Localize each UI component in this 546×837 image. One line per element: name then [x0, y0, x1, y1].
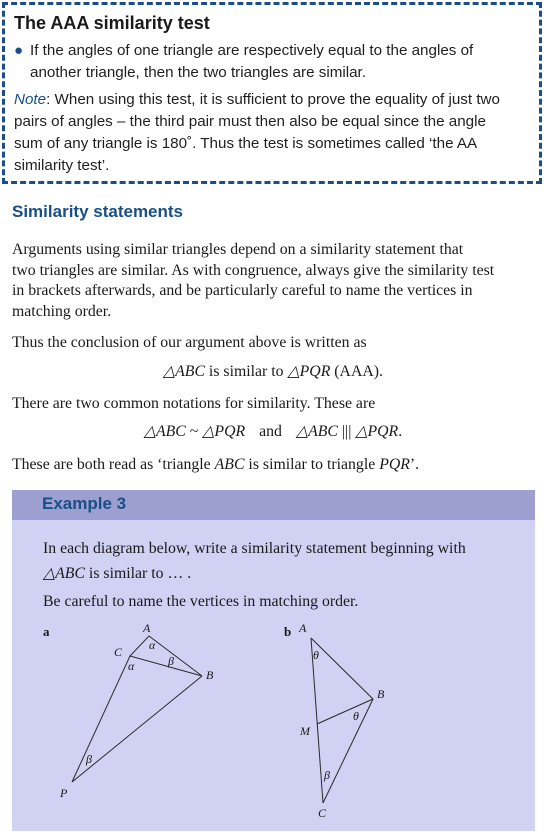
- angle-theta: θ: [353, 709, 359, 723]
- paragraph-line: two triangles are similar. As with congruence, always give the similarity test: [12, 261, 495, 279]
- vertex-label-b: B: [377, 687, 385, 701]
- angle-beta: β: [86, 752, 92, 766]
- paragraph-line: Arguments using similar triangles depend on a similarity statement that: [12, 241, 464, 258]
- segment-bm: [317, 699, 373, 724]
- segment-cp: [72, 656, 130, 782]
- example-instruction: In each diagram below, write a similarity statement beginning with: [43, 540, 466, 557]
- aaa-test-title: The AAA similarity test: [14, 13, 210, 33]
- similar-bars-symbol: |||: [337, 423, 356, 440]
- triangle-abc: △ABC: [143, 423, 186, 440]
- triangle-pqr: △PQR: [202, 423, 246, 440]
- aaa-note-line: pairs of angles – the third pair must then also be equal since the angle: [14, 113, 486, 130]
- angle-alpha: α: [128, 659, 135, 673]
- bullet-icon: ●: [14, 42, 24, 59]
- triangle-pqr: △PQR: [355, 423, 399, 440]
- diagram-b: [284, 621, 385, 820]
- vertex-label-a: A: [143, 621, 151, 635]
- segment-bp: [72, 676, 202, 782]
- vertex-label-c: C: [318, 806, 327, 820]
- example-title: Example 3: [42, 494, 127, 513]
- statement-test: (AAA).: [330, 363, 383, 380]
- segment-ac: [311, 638, 323, 803]
- triangle-abc-shape: [130, 636, 202, 676]
- angle-theta: θ: [313, 648, 319, 662]
- note-label: Note: [14, 91, 47, 108]
- section-heading: Similarity statements: [12, 202, 184, 221]
- triangle-pqr: PQR: [379, 456, 410, 473]
- vertex-label-m: M: [300, 724, 310, 738]
- diagram-b-label: b: [284, 624, 292, 639]
- aaa-bullet-line: If the angles of one triangle are respectively equal to the angles of: [30, 42, 474, 59]
- triangle-abc: △ABC: [295, 423, 338, 440]
- reading-text: ’.: [409, 456, 420, 473]
- statement-text: is similar to: [204, 363, 288, 380]
- paragraph-line: matching order.: [12, 302, 112, 320]
- notations-paragraph: There are two common notations for similarity. These are: [12, 395, 376, 412]
- reading-text: is similar to triangle: [244, 456, 380, 473]
- triangle-pqr: △PQR: [287, 363, 331, 380]
- note-text: : When using this test, it is sufficient to prove the equality of just two: [46, 91, 500, 108]
- paragraph-line: in brackets afterwards, and be particularly careful to name the vertices in: [12, 282, 473, 299]
- diagram-a: [43, 621, 214, 800]
- angle-beta: β: [324, 768, 330, 782]
- triangle-abc: △ABC: [163, 363, 205, 380]
- example-text: is similar to … .: [84, 565, 192, 582]
- aaa-bullet-line: another triangle, then the two triangles are similar.: [30, 64, 366, 81]
- tilde-symbol: ~: [185, 423, 203, 440]
- and-word: and: [259, 423, 282, 440]
- vertex-label-p: P: [60, 786, 68, 800]
- aaa-note-line: sum of any triangle is 180˚. Thus the test is sometimes called ‘the AA: [14, 135, 478, 152]
- conclusion-paragraph: Thus the conclusion of our argument above is written as: [12, 334, 367, 351]
- vertex-label-a: A: [299, 621, 307, 635]
- triangle-abc: △ABC: [43, 565, 85, 582]
- segment-bc: [323, 699, 373, 803]
- aaa-note-line: similarity test’.: [14, 157, 110, 174]
- reading-text: These are both read as ‘triangle: [12, 456, 215, 473]
- vertex-label-c: C: [114, 645, 123, 659]
- angle-beta: β: [168, 654, 174, 668]
- triangle-abc: ABC: [214, 456, 245, 473]
- segment-ab: [311, 638, 373, 699]
- angle-alpha: α: [149, 638, 156, 652]
- diagram-a-label: a: [43, 624, 50, 639]
- example-instruction: Be careful to name the vertices in matching order.: [43, 593, 359, 610]
- vertex-label-b: B: [206, 668, 214, 682]
- period: .: [398, 423, 403, 440]
